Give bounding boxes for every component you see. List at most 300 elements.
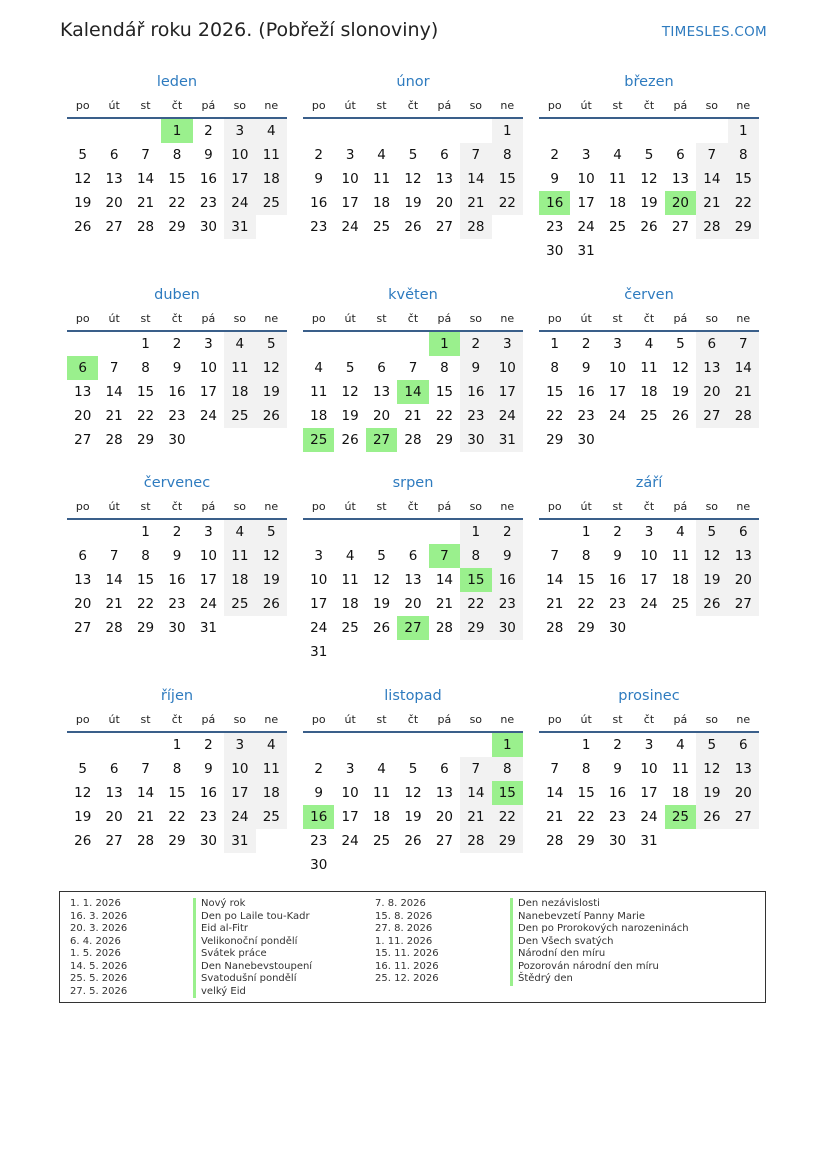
day-cell[interactable]: 27 <box>671 219 690 235</box>
day-cell[interactable]: 4 <box>676 524 685 540</box>
day-cell[interactable]: 9 <box>613 761 622 777</box>
day-cell[interactable]: 20 <box>105 195 123 211</box>
day-cell[interactable]: 3 <box>644 524 654 540</box>
day-cell[interactable]: 14 <box>460 167 491 191</box>
day-cell[interactable]: 30 <box>168 432 186 448</box>
day-cell[interactable]: 25 <box>341 620 359 636</box>
day-cell[interactable]: 28 <box>136 219 155 235</box>
day-cell[interactable]: 22 <box>460 592 491 616</box>
day-cell[interactable]: 9 <box>460 356 491 380</box>
day-cell[interactable]: 20 <box>435 809 454 825</box>
day-cell[interactable]: 10 <box>492 356 523 380</box>
day-cell[interactable]: 10 <box>341 171 359 187</box>
day-cell[interactable]: 1 <box>550 336 559 352</box>
day-cell[interactable]: 20 <box>728 781 759 805</box>
day-cell[interactable]: 22 <box>435 408 454 424</box>
day-cell[interactable]: 8 <box>581 761 591 777</box>
day-cell[interactable]: 28 <box>435 620 454 636</box>
day-cell[interactable]: 22 <box>136 596 155 612</box>
day-cell[interactable]: 23 <box>199 195 218 211</box>
day-cell[interactable]: 17 <box>640 785 658 801</box>
day-cell[interactable]: 1 <box>161 119 192 143</box>
day-cell[interactable]: 12 <box>341 384 359 400</box>
day-cell[interactable]: 29 <box>168 833 186 849</box>
day-cell[interactable]: 31 <box>577 243 595 259</box>
day-cell[interactable]: 25 <box>372 219 391 235</box>
day-cell[interactable]: 4 <box>377 147 386 163</box>
day-cell[interactable]: 3 <box>492 332 523 356</box>
day-cell[interactable]: 10 <box>199 548 218 564</box>
day-cell[interactable]: 21 <box>136 809 155 825</box>
day-cell[interactable]: 8 <box>141 548 150 564</box>
day-cell[interactable]: 14 <box>105 572 123 588</box>
day-cell[interactable]: 4 <box>314 360 323 376</box>
day-cell[interactable]: 30 <box>310 857 328 873</box>
day-cell[interactable]: 1 <box>141 336 150 352</box>
day-cell[interactable]: 15 <box>136 384 155 400</box>
day-cell[interactable]: 1 <box>172 737 182 753</box>
day-cell[interactable]: 19 <box>74 809 92 825</box>
day-cell[interactable]: 23 <box>608 596 627 612</box>
day-cell[interactable]: 23 <box>460 404 491 428</box>
day-cell[interactable]: 17 <box>341 809 359 825</box>
day-cell[interactable]: 5 <box>78 761 87 777</box>
day-cell[interactable]: 2 <box>172 336 182 352</box>
day-cell[interactable]: 12 <box>671 360 690 376</box>
day-cell[interactable]: 29 <box>460 616 491 640</box>
day-cell[interactable]: 21 <box>546 596 564 612</box>
day-cell[interactable]: 6 <box>728 733 759 757</box>
day-cell[interactable]: 17 <box>492 380 523 404</box>
day-cell[interactable]: 12 <box>696 757 727 781</box>
day-cell[interactable]: 7 <box>109 360 119 376</box>
day-cell[interactable]: 11 <box>256 143 287 167</box>
day-cell[interactable]: 26 <box>671 408 690 424</box>
day-cell[interactable]: 22 <box>728 191 759 215</box>
day-cell[interactable]: 19 <box>696 568 727 592</box>
day-cell[interactable]: 30 <box>199 219 218 235</box>
day-cell[interactable]: 19 <box>404 195 422 211</box>
day-cell[interactable]: 29 <box>168 219 186 235</box>
day-cell[interactable]: 21 <box>435 596 454 612</box>
day-cell[interactable]: 12 <box>640 171 658 187</box>
day-cell[interactable]: 11 <box>640 360 658 376</box>
day-cell[interactable]: 25 <box>640 408 658 424</box>
day-cell[interactable]: 29 <box>136 620 155 636</box>
day-cell[interactable]: 5 <box>676 336 685 352</box>
day-cell[interactable]: 18 <box>224 380 255 404</box>
day-cell[interactable]: 12 <box>404 171 422 187</box>
day-cell[interactable]: 3 <box>314 548 323 564</box>
day-cell[interactable]: 24 <box>341 219 359 235</box>
day-cell[interactable]: 8 <box>440 360 449 376</box>
day-cell[interactable]: 17 <box>640 572 658 588</box>
day-cell[interactable]: 20 <box>404 596 422 612</box>
day-cell[interactable]: 17 <box>199 384 218 400</box>
day-cell[interactable]: 6 <box>408 548 418 564</box>
day-cell[interactable]: 3 <box>204 336 213 352</box>
day-cell[interactable]: 16 <box>199 171 218 187</box>
day-cell[interactable]: 26 <box>372 620 391 636</box>
day-cell[interactable]: 9 <box>550 171 559 187</box>
day-cell[interactable]: 6 <box>377 360 386 376</box>
day-cell[interactable]: 18 <box>671 572 690 588</box>
day-cell[interactable]: 24 <box>199 408 218 424</box>
day-cell[interactable]: 1 <box>460 520 491 544</box>
day-cell[interactable]: 5 <box>696 733 727 757</box>
day-cell[interactable]: 21 <box>105 596 123 612</box>
day-cell[interactable]: 4 <box>613 147 622 163</box>
day-cell[interactable]: 21 <box>136 195 155 211</box>
day-cell[interactable]: 28 <box>460 215 491 239</box>
day-cell[interactable]: 28 <box>136 833 155 849</box>
day-cell[interactable]: 7 <box>109 548 119 564</box>
day-cell[interactable]: 12 <box>404 785 422 801</box>
day-cell[interactable]: 24 <box>640 809 658 825</box>
day-cell[interactable]: 25 <box>671 596 690 612</box>
day-cell[interactable]: 7 <box>460 757 491 781</box>
day-cell[interactable]: 15 <box>435 384 454 400</box>
day-cell[interactable]: 20 <box>728 568 759 592</box>
day-cell[interactable]: 3 <box>224 733 255 757</box>
day-cell[interactable]: 8 <box>172 761 182 777</box>
day-cell[interactable]: 6 <box>440 147 449 163</box>
day-cell[interactable]: 27 <box>366 428 397 452</box>
day-cell[interactable]: 30 <box>608 833 627 849</box>
day-cell[interactable]: 3 <box>345 147 355 163</box>
day-cell[interactable]: 15 <box>136 572 155 588</box>
day-cell[interactable]: 11 <box>256 757 287 781</box>
day-cell[interactable]: 5 <box>345 360 355 376</box>
day-cell[interactable]: 9 <box>613 548 622 564</box>
day-cell[interactable]: 5 <box>256 332 287 356</box>
day-cell[interactable]: 22 <box>546 408 564 424</box>
day-cell[interactable]: 20 <box>74 408 92 424</box>
day-cell[interactable]: 11 <box>372 171 391 187</box>
day-cell[interactable]: 24 <box>341 833 359 849</box>
day-cell[interactable]: 24 <box>577 219 595 235</box>
day-cell[interactable]: 17 <box>577 195 595 211</box>
day-cell[interactable]: 17 <box>224 781 255 805</box>
day-cell[interactable]: 16 <box>608 572 627 588</box>
day-cell[interactable]: 5 <box>256 520 287 544</box>
day-cell[interactable]: 10 <box>341 785 359 801</box>
day-cell[interactable]: 18 <box>256 167 287 191</box>
day-cell[interactable]: 5 <box>644 147 654 163</box>
day-cell[interactable]: 21 <box>696 191 727 215</box>
day-cell[interactable]: 19 <box>341 408 359 424</box>
day-cell[interactable]: 3 <box>204 524 213 540</box>
day-cell[interactable]: 22 <box>492 191 523 215</box>
day-cell[interactable]: 19 <box>696 781 727 805</box>
day-cell[interactable]: 11 <box>671 548 690 564</box>
day-cell[interactable]: 18 <box>224 568 255 592</box>
day-cell[interactable]: 19 <box>671 384 690 400</box>
day-cell[interactable]: 8 <box>728 143 759 167</box>
day-cell[interactable]: 23 <box>199 809 218 825</box>
day-cell[interactable]: 24 <box>608 408 627 424</box>
day-cell[interactable]: 7 <box>408 360 418 376</box>
day-cell[interactable]: 29 <box>492 829 523 853</box>
day-cell[interactable]: 3 <box>345 761 355 777</box>
day-cell[interactable]: 27 <box>105 833 123 849</box>
day-cell[interactable]: 25 <box>256 805 287 829</box>
day-cell[interactable]: 25 <box>256 191 287 215</box>
day-cell[interactable]: 2 <box>492 520 523 544</box>
day-cell[interactable]: 14 <box>546 785 564 801</box>
day-cell[interactable]: 2 <box>613 737 622 753</box>
day-cell[interactable]: 14 <box>105 384 123 400</box>
day-cell[interactable]: 11 <box>310 384 328 400</box>
day-cell[interactable]: 19 <box>74 195 92 211</box>
day-cell[interactable]: 25 <box>608 219 627 235</box>
day-cell[interactable]: 20 <box>105 809 123 825</box>
day-cell[interactable]: 1 <box>141 524 150 540</box>
day-cell[interactable]: 8 <box>460 544 491 568</box>
day-cell[interactable]: 26 <box>74 833 92 849</box>
day-cell[interactable]: 26 <box>404 833 422 849</box>
day-cell[interactable]: 19 <box>256 568 287 592</box>
day-cell[interactable]: 6 <box>440 761 449 777</box>
day-cell[interactable]: 29 <box>577 620 595 636</box>
day-cell[interactable]: 15 <box>492 781 523 805</box>
day-cell[interactable]: 7 <box>429 544 460 568</box>
day-cell[interactable]: 9 <box>204 761 213 777</box>
day-cell[interactable]: 20 <box>696 380 727 404</box>
day-cell[interactable]: 14 <box>136 171 155 187</box>
day-cell[interactable]: 2 <box>613 524 622 540</box>
day-cell[interactable]: 24 <box>310 620 328 636</box>
day-cell[interactable]: 9 <box>581 360 591 376</box>
day-cell[interactable]: 17 <box>608 384 627 400</box>
day-cell[interactable]: 30 <box>460 428 491 452</box>
day-cell[interactable]: 6 <box>109 761 119 777</box>
day-cell[interactable]: 7 <box>460 143 491 167</box>
day-cell[interactable]: 13 <box>372 384 391 400</box>
day-cell[interactable]: 23 <box>310 219 328 235</box>
day-cell[interactable]: 25 <box>303 428 334 452</box>
day-cell[interactable]: 15 <box>577 572 595 588</box>
day-cell[interactable]: 12 <box>372 572 391 588</box>
day-cell[interactable]: 11 <box>671 761 690 777</box>
day-cell[interactable]: 15 <box>728 167 759 191</box>
day-cell[interactable]: 16 <box>608 785 627 801</box>
day-cell[interactable]: 13 <box>74 572 92 588</box>
day-cell[interactable]: 26 <box>696 805 727 829</box>
day-cell[interactable]: 17 <box>199 572 218 588</box>
day-cell[interactable]: 31 <box>224 215 255 239</box>
day-cell[interactable]: 23 <box>608 809 627 825</box>
day-cell[interactable]: 22 <box>492 805 523 829</box>
day-cell[interactable]: 3 <box>224 119 255 143</box>
day-cell[interactable]: 27 <box>728 592 759 616</box>
day-cell[interactable]: 18 <box>256 781 287 805</box>
day-cell[interactable]: 19 <box>256 380 287 404</box>
day-cell[interactable]: 4 <box>256 733 287 757</box>
day-cell[interactable]: 16 <box>303 805 334 829</box>
day-cell[interactable]: 8 <box>172 147 182 163</box>
day-cell[interactable]: 15 <box>492 167 523 191</box>
day-cell[interactable]: 21 <box>546 809 564 825</box>
day-cell[interactable]: 7 <box>141 147 150 163</box>
day-cell[interactable]: 14 <box>460 781 491 805</box>
day-cell[interactable]: 7 <box>728 332 759 356</box>
day-cell[interactable]: 2 <box>581 336 591 352</box>
day-cell[interactable]: 2 <box>314 761 323 777</box>
day-cell[interactable]: 14 <box>546 572 564 588</box>
day-cell[interactable]: 20 <box>435 195 454 211</box>
day-cell[interactable]: 13 <box>696 356 727 380</box>
day-cell[interactable]: 6 <box>696 332 727 356</box>
day-cell[interactable]: 18 <box>640 384 658 400</box>
day-cell[interactable]: 11 <box>224 356 255 380</box>
day-cell[interactable]: 10 <box>577 171 595 187</box>
day-cell[interactable]: 1 <box>581 524 591 540</box>
day-cell[interactable]: 14 <box>136 785 155 801</box>
day-cell[interactable]: 5 <box>408 761 418 777</box>
day-cell[interactable]: 4 <box>224 332 255 356</box>
day-cell[interactable]: 27 <box>105 219 123 235</box>
day-cell[interactable]: 9 <box>172 360 182 376</box>
day-cell[interactable]: 15 <box>168 785 186 801</box>
day-cell[interactable]: 22 <box>168 809 186 825</box>
day-cell[interactable]: 7 <box>550 548 559 564</box>
day-cell[interactable]: 3 <box>613 336 622 352</box>
day-cell[interactable]: 1 <box>429 332 460 356</box>
day-cell[interactable]: 28 <box>105 620 123 636</box>
day-cell[interactable]: 26 <box>404 219 422 235</box>
day-cell[interactable]: 29 <box>435 432 454 448</box>
day-cell[interactable]: 14 <box>435 572 454 588</box>
day-cell[interactable]: 19 <box>404 809 422 825</box>
day-cell[interactable]: 9 <box>172 548 182 564</box>
day-cell[interactable]: 10 <box>199 360 218 376</box>
day-cell[interactable]: 8 <box>492 143 523 167</box>
day-cell[interactable]: 24 <box>224 191 255 215</box>
day-cell[interactable]: 13 <box>671 171 690 187</box>
day-cell[interactable]: 6 <box>78 548 87 564</box>
day-cell[interactable]: 28 <box>546 833 564 849</box>
day-cell[interactable]: 21 <box>728 380 759 404</box>
day-cell[interactable]: 13 <box>74 384 92 400</box>
day-cell[interactable]: 13 <box>728 757 759 781</box>
day-cell[interactable]: 28 <box>404 432 422 448</box>
day-cell[interactable]: 4 <box>377 761 386 777</box>
day-cell[interactable]: 9 <box>204 147 213 163</box>
day-cell[interactable]: 13 <box>105 171 123 187</box>
day-cell[interactable]: 28 <box>460 829 491 853</box>
day-cell[interactable]: 16 <box>199 785 218 801</box>
day-cell[interactable]: 27 <box>435 833 454 849</box>
day-cell[interactable]: 14 <box>397 380 428 404</box>
day-cell[interactable]: 10 <box>608 360 627 376</box>
day-cell[interactable]: 10 <box>640 548 658 564</box>
day-cell[interactable]: 13 <box>105 785 123 801</box>
day-cell[interactable]: 22 <box>577 596 595 612</box>
day-cell[interactable]: 15 <box>168 171 186 187</box>
day-cell[interactable]: 11 <box>341 572 359 588</box>
day-cell[interactable]: 9 <box>492 544 523 568</box>
day-cell[interactable]: 4 <box>676 737 685 753</box>
day-cell[interactable]: 16 <box>168 384 186 400</box>
day-cell[interactable]: 2 <box>172 524 182 540</box>
day-cell[interactable]: 26 <box>341 432 359 448</box>
day-cell[interactable]: 19 <box>372 596 391 612</box>
day-cell[interactable]: 1 <box>581 737 591 753</box>
day-cell[interactable]: 10 <box>224 143 255 167</box>
day-cell[interactable]: 21 <box>460 805 491 829</box>
day-cell[interactable]: 13 <box>728 544 759 568</box>
day-cell[interactable]: 30 <box>546 243 564 259</box>
day-cell[interactable]: 22 <box>577 809 595 825</box>
day-cell[interactable]: 25 <box>224 592 255 616</box>
day-cell[interactable]: 23 <box>492 592 523 616</box>
day-cell[interactable]: 23 <box>168 408 186 424</box>
day-cell[interactable]: 27 <box>435 219 454 235</box>
day-cell[interactable]: 27 <box>696 404 727 428</box>
day-cell[interactable]: 16 <box>460 380 491 404</box>
day-cell[interactable]: 11 <box>224 544 255 568</box>
day-cell[interactable]: 6 <box>109 147 119 163</box>
day-cell[interactable]: 6 <box>67 356 98 380</box>
day-cell[interactable]: 18 <box>608 195 627 211</box>
day-cell[interactable]: 12 <box>74 171 92 187</box>
day-cell[interactable]: 11 <box>608 171 627 187</box>
day-cell[interactable]: 4 <box>224 520 255 544</box>
day-cell[interactable]: 12 <box>74 785 92 801</box>
day-cell[interactable]: 31 <box>310 644 328 660</box>
day-cell[interactable]: 5 <box>408 147 418 163</box>
day-cell[interactable]: 11 <box>372 785 391 801</box>
day-cell[interactable]: 31 <box>224 829 255 853</box>
day-cell[interactable]: 30 <box>492 616 523 640</box>
day-cell[interactable]: 6 <box>728 520 759 544</box>
day-cell[interactable]: 7 <box>141 761 150 777</box>
day-cell[interactable]: 16 <box>310 195 328 211</box>
day-cell[interactable]: 6 <box>676 147 685 163</box>
day-cell[interactable]: 24 <box>224 805 255 829</box>
day-cell[interactable]: 31 <box>492 428 523 452</box>
day-cell[interactable]: 31 <box>640 833 658 849</box>
day-cell[interactable]: 13 <box>435 785 454 801</box>
day-cell[interactable]: 24 <box>640 596 658 612</box>
brand-logo[interactable]: TIMESLES.COM <box>661 24 767 40</box>
day-cell[interactable]: 24 <box>199 596 218 612</box>
day-cell[interactable]: 1 <box>492 733 523 757</box>
day-cell[interactable]: 3 <box>644 737 654 753</box>
day-cell[interactable]: 16 <box>492 568 523 592</box>
day-cell[interactable]: 2 <box>460 332 491 356</box>
day-cell[interactable]: 4 <box>345 548 355 564</box>
day-cell[interactable]: 14 <box>696 167 727 191</box>
day-cell[interactable]: 8 <box>492 757 523 781</box>
day-cell[interactable]: 5 <box>377 548 386 564</box>
day-cell[interactable]: 4 <box>256 119 287 143</box>
day-cell[interactable]: 27 <box>728 805 759 829</box>
day-cell[interactable]: 28 <box>728 404 759 428</box>
day-cell[interactable]: 9 <box>314 171 323 187</box>
day-cell[interactable]: 19 <box>640 195 658 211</box>
day-cell[interactable]: 30 <box>608 620 627 636</box>
day-cell[interactable]: 13 <box>435 171 454 187</box>
day-cell[interactable]: 12 <box>256 544 287 568</box>
day-cell[interactable]: 30 <box>577 432 595 448</box>
day-cell[interactable]: 2 <box>204 123 213 139</box>
day-cell[interactable]: 8 <box>550 360 559 376</box>
day-cell[interactable]: 30 <box>199 833 218 849</box>
day-cell[interactable]: 25 <box>372 833 391 849</box>
day-cell[interactable]: 9 <box>314 785 323 801</box>
